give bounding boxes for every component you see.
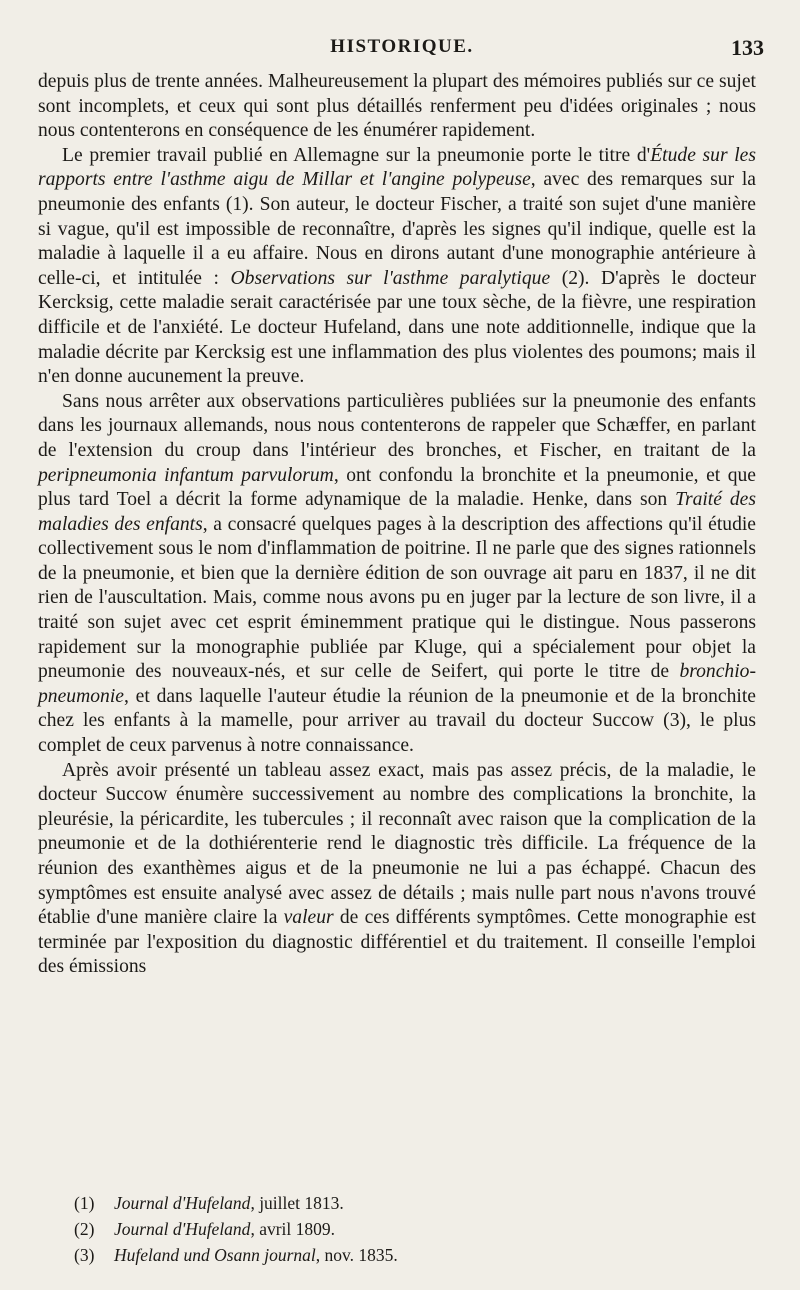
text-run: Le premier travail publié en Allemagne sur la pneumonie porte le titre d' [62,144,651,166]
italic-title: Observations sur l'asthme paralytique [230,267,551,289]
page-number: 133 [731,35,764,60]
footnote [74,1242,740,1268]
footnote-number: (3) [74,1245,95,1265]
footnote-number: (2) [74,1219,95,1239]
footnote-date: , avril 1809. [250,1219,336,1239]
body-text [38,70,756,980]
footnote-date: , juillet 1813. [250,1193,344,1213]
text-run: de ces différents symptômes. Cette monographie est terminée par l'exposition du diagnostic différentiel et du traitement. Il conseille l'emploi des émissions [38,907,756,978]
italic-title: Étude sur les rapports entre l'asthme aigu de Millar et l'angine polypeuse [38,144,756,191]
paragraph-german-journals [38,390,756,759]
text-run: Après avoir présenté un tableau assez exact, mais pas assez précis, de la maladie, le docteur Succow énumère successivement au nombre des complications la bronchite, la pleurésie, la péricardite, les tubercules ; il reconnaît avec raison que la complication de la pneumonie et de la dothiérenterie rend le diagnostic très difficile. La fréquence de la réunion des exanthèmes aigus et de la pneumonie ne lui a pas échappé. Chacun des symptômes est ensuite analysé avec assez de détails ; mais nulle part nous n'avons trouvé établie d'une manière claire la [38,759,756,929]
paragraph-continuation [38,70,756,144]
italic-term: peripneumonia infantum parvulorum [38,464,334,486]
footnote-date: , nov. 1835. [315,1245,398,1265]
text-run: , et dans laquelle l'auteur étudie la réunion de la pneumonie et de la bronchite chez les enfants à la mamelle, pour arriver au travail du docteur Succow (3), le plus complet de ceux parvenus à notre connaissance. [38,685,756,757]
footnotes [74,1190,740,1268]
running-title: HISTORIQUE. [330,36,474,57]
footnote-source: Hufeland und Osann journal [114,1245,316,1265]
footnote [74,1216,740,1242]
footnote-number: (1) [74,1193,95,1213]
text-run: , avec des remarques sur la pneumonie des enfants (1). Son auteur, le docteur Fischer, a traité son sujet d'une manière si vague, qu'il est impossible de reconnaître, d'après les signes qu'il indique, quelle est la maladie à laquelle il a eu affaire. Nous en dirons autant d'une monographie antérieure à celle-ci, et intitulée : [38,169,756,289]
text-run: (2). D'après le docteur Kercksig, cette maladie serait caractérisée par une toux sèche, de la fièvre, une respiration difficile et de l'anxiété. Le docteur Hufeland, dans une note additionnelle, indique que la maladie décrite par Kercksig est une inflammation des plus violentes des poumons; mais il n'en donne aucunement la preuve. [38,267,756,388]
paragraph-first-german-work [38,144,756,390]
italic-term: bronchio-pneumonie [38,661,756,707]
footnote-source: Journal d'Hufeland [114,1219,251,1239]
footnote [74,1190,740,1216]
text-run: , a consacré quelques pages à la description des affections qu'il étudie collectivement sous le nom d'inflammation de poitrine. Il ne parle que des signes rationnels de la pneumonie, et bien que la dernière édition de son ouvrage ait paru en 1837, il ne dit rien de l'auscultation. Mais, comme nous avons pu en juger par la lecture de son livre, il a traité son sujet avec cet esprit éminemment pratique qui le distingue. Nous passerons rapidement sur la monographie publiée par Kluge, qui a spécialement pour objet la pneumonie des nouveaux-nés, et sur celle de Seifert, qui porte le titre de [38,513,757,683]
text-run: Sans nous arrêter aux observations particulières publiées sur la pneumonie des enfants dans les journaux allemands, nous nous contenterons de rappeler que Schæffer, en parlant de l'extension du croup dans l'intérieur des bronches, et Fischer, en traitant de la [38,390,756,461]
footnote-source: Journal d'Hufeland [114,1193,251,1213]
paragraph-succow-monograph [38,759,756,980]
running-head [40,36,764,64]
italic-title: Traité des maladies des enfants [38,489,757,535]
italic-term: valeur [283,907,334,929]
text-run: , ont confondu la bronchite et la pneumonie, et que plus tard Toel a décrit la forme adynamique de la maladie. Henke, dans son [38,464,756,511]
paragraph-text: depuis plus de trente années. Malheureusement la plupart des mémoires publiés sur ce sujet sont incomplets, et ceux qui sont plus détaillés renferment peu d'idées originales ; nous nous contenterons en conséquence de les énumérer rapidement. [38,71,756,142]
